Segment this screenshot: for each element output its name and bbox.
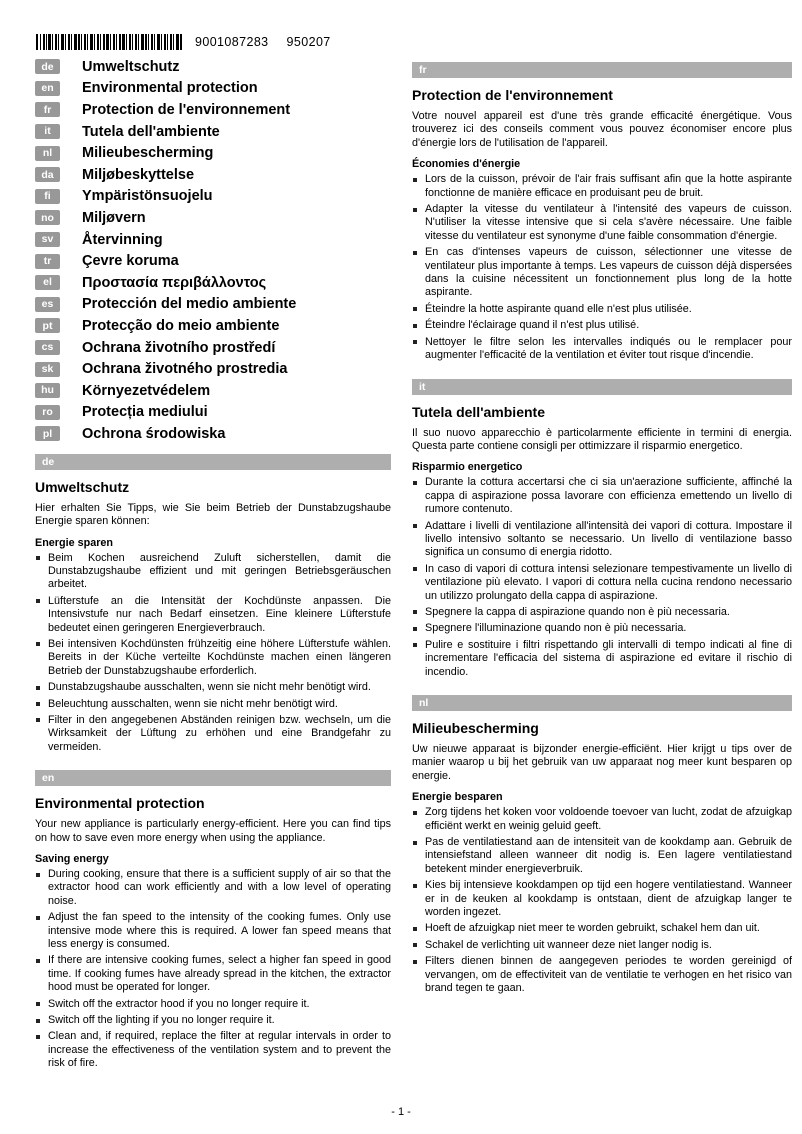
section-banner-fr [412,62,792,78]
bullet-list [35,868,391,1071]
section-title: Umweltschutz [35,478,130,495]
language-code-badge: el [35,275,60,290]
bullet-item: Filter in den angegebenen Abständen reinigen bzw. wechseln, um die Wirksamkeit der Lüftung zu erhöhen und eine Brandgefahr zu vermeiden. [35,714,391,754]
bullet-item: Switch off the extractor hood if you no longer require it. [35,998,391,1011]
section-fr [412,62,792,363]
bullet-item: Switch off the lighting if you no longer require it. [35,1014,391,1027]
bullet-item: During cooking, ensure that there is a sufficient supply of air so that the extractor hood can work efficiently and with a low level of operating noise. [35,868,391,908]
language-title: Çevre koruma [82,253,179,270]
section-subheading: Energie sparen [35,536,114,549]
barcode [35,34,185,50]
bullet-item: Clean and, if required, replace the filter at regular intervals in order to increase the effectiveness of the ventilation system and to prevent the risk of fire. [35,1030,391,1070]
language-row [35,358,391,380]
document-code-header [35,34,331,50]
section-intro: Your new appliance is particularly energy-efficient. Here you can find tips on how to save even more energy when using the appliance. [35,818,391,844]
section-intro: Hier erhalten Sie Tipps, wie Sie beim Betrieb der Dunstabzugshaube Energie sparen können: [35,501,391,528]
language-row [35,186,391,208]
language-code-badge: no [35,210,60,225]
language-row [35,229,391,251]
bullet-list [412,173,792,362]
section-subheading: Saving energy [35,853,109,865]
bullet-item: Spegnere la cappa di aspirazione quando non è più necessaria. [412,606,792,619]
language-row [35,78,391,100]
bullet-item: Filters dienen binnen de aangegeven periodes te worden gereinigd of vervangen, om de effectiviteit van de ventilatie te verhogen en het risico van brand tegen te gaan. [412,955,792,995]
language-row [35,423,391,445]
language-code-badge: nl [35,146,60,161]
language-row [35,99,391,121]
language-row [35,164,391,186]
document-code-text [195,35,331,49]
language-code-badge: en [35,81,60,96]
language-row [35,380,391,402]
bullet-list [35,552,391,755]
language-title: Återvinning [82,231,163,248]
bullet-item: Kies bij intensieve kookdampen op tijd een hogere ventilatiestand. Wanneer er in de keuken al kookdamp is ontstaan, dient de afzuigkap langer te worden ingezet. [412,879,792,919]
section-subheading: Risparmio energetico [412,461,523,474]
language-title: Protecção do meio ambiente [82,317,280,334]
bullet-item: Lors de la cuisson, prévoir de l'air frais suffisant afin que la hotte aspirante fonctionne de manière efficace en produisant peu de bruit. [412,173,792,200]
language-row [35,402,391,424]
language-code-badge: fi [35,189,60,204]
language-code-badge: sk [35,362,60,377]
language-row [35,315,391,337]
bullet-item: Nettoyer le filtre selon les intervalles indiqués ou le remplacer pour augmenter l'efficacité de la ventilation et éviter tout risque d'incendie. [412,336,792,363]
banner-code: de [42,455,55,468]
language-title: Milieubescherming [82,145,214,162]
section-de [35,454,391,755]
section-title: Environmental protection [35,795,205,812]
language-row [35,121,391,143]
banner-code: it [419,380,426,393]
bullet-item: Éteindre l'éclairage quand il n'est plus utilisé. [412,319,792,332]
barcode-number: 9001087283 [195,35,269,49]
language-title: Miljøvern [82,209,146,226]
language-title: Miljøbeskyttelse [82,166,195,183]
bullet-item: In caso di vapori di cottura intensi selezionare tempestivamente un livello di ventilazione più elevato. I vapori di cottura nella cucina rendono necessario un utilizzo prolungato della cappa di aspirazione. [412,563,792,603]
bullet-item: Adapter la vitesse du ventilateur à l'intensité des vapeurs de cuisson. N'utiliser la vitesse intensive que si cela s'avère nécessaire. Une faible vitesse du ventilateur est synonyme d'une faible consommation d'énergie. [412,203,792,243]
language-code-badge: de [35,59,60,74]
language-title: Ochrana životního prostředí [82,339,276,356]
section-intro: Il suo nuovo apparecchio è particolarmente efficiente in termini di energia. Questa parte contiene consigli per ottimizzare il risparmio energetico. [412,426,792,452]
section-nl [412,695,792,996]
language-code-badge: pt [35,318,60,333]
language-code-badge: tr [35,254,60,269]
bullet-item: Lüfterstufe an die Intensität der Kochdünste anpassen. Die Intensivstufe nur nach Bedarf einsetzen. Eine kleinere Lüfterstufe bedeutet einen geringeren Energieverbrauch. [35,595,391,635]
bullet-item: Adjust the fan speed to the intensity of the cooking fumes. Only use intensive mode where this is required. A lower fan speed means that less energy is consumed. [35,911,391,951]
bullet-item: Adattare i livelli di ventilazione all'intensità dei vapori di cottura. Impostare il livello intensivo soltanto se necessario. Un livello di ventilazione basso significa un consumo di energia ridotto. [412,520,792,560]
language-index [35,56,391,445]
bullet-item: Hoeft de afzuigkap niet meer te worden gebruikt, schakel hem dan uit. [412,922,792,935]
section-banner-en [35,770,391,786]
bullet-item: Pulire e sostituire i filtri rispettando gli intervalli di tempo indicati al fine di incrementare l'efficacia del sistema di aspirazione ed evitare il rischio di incendio. [412,639,792,679]
language-row [35,207,391,229]
bullet-item: Durante la cottura accertarsi che ci sia un'aerazione sufficiente, affinché la cappa di aspirazione possa lavorare con efficienza emettendo un livello di rumore contenuto. [412,476,792,516]
banner-code: en [42,772,55,785]
bullet-item: Spegnere l'illuminazione quando non è più necessaria. [412,622,792,635]
banner-code: nl [419,697,429,709]
language-code-badge: hu [35,383,60,398]
language-row [35,56,391,78]
section-banner-it [412,379,792,395]
language-title: Protecția mediului [82,404,208,421]
language-code-badge: es [35,297,60,312]
language-title: Προστασία περιβάλλοντος [82,274,267,291]
section-banner-de [35,454,391,470]
section-title: Milieubescherming [412,720,539,736]
section-it [412,379,792,680]
section-title: Protection de l'environnement [412,87,613,103]
bullet-item: Zorg tijdens het koken voor voldoende toevoer van lucht, zodat de afzuigkap efficiënt werkt en weinig geluid geeft. [412,806,792,833]
language-code-badge: sv [35,232,60,247]
section-intro: Votre nouvel appareil est d'une très grande efficacité énergétique. Vous trouverez ici des conseils comment vous pouvez économiser encore plus d'énergie lors de l'utilisation de l'appareil. [412,110,792,149]
section-subheading: Energie besparen [412,791,503,804]
section-title: Tutela dell'ambiente [412,403,545,420]
bullet-list [412,806,792,995]
section-subheading: Économies d'énergie [412,158,521,171]
language-title: Környezetvédelem [82,382,211,399]
language-title: Protection de l'environnement [82,101,291,118]
section-en [35,770,391,1071]
language-row [35,142,391,164]
language-title: Tutela dell'ambiente [82,123,220,140]
language-title: Protección del medio ambiente [82,296,297,313]
language-code-badge: pl [35,426,60,441]
bullet-item: Schakel de verlichting uit wanneer deze niet langer nodig is. [412,939,792,952]
language-row [35,272,391,294]
bullet-item: Bei intensiven Kochdünsten frühzeitig eine höhere Lüfterstufe wählen. Bereits in der Küche verteilte Kochdünste machen einen längeren Betrieb der Dunstabzugshaube erforderlich. [35,638,391,678]
section-intro: Uw nieuwe apparaat is bijzonder energie-efficiënt. Hier krijgt u tips over de manier waarop u bij het gebruik van uw apparaat nog meer kunt besparen op energie. [412,743,792,782]
right-column [412,56,792,999]
language-code-badge: da [35,167,60,182]
barcode-suffix: 950207 [286,35,331,49]
page-number: - 1 - [391,1106,411,1118]
bullet-item: Dunstabzugshaube ausschalten, wenn sie nicht mehr benötigt wird. [35,681,391,694]
language-row [35,294,391,316]
language-title: Ochrona środowiska [82,425,226,442]
bullet-item: Beim Kochen ausreichend Zuluft sicherstellen, damit die Dunstabzugshaube effizient und mit geringen Betriebsgeräuschen arbeitet. [35,552,391,592]
language-code-badge: fr [35,102,60,117]
bullet-item: Beleuchtung ausschalten, wenn sie nicht mehr benötigt wird. [35,698,391,711]
language-row [35,250,391,272]
banner-code: fr [419,64,427,76]
language-code-badge: ro [35,405,60,420]
bullet-item: En cas d'intenses vapeurs de cuisson, sélectionner une vitesse de ventilateur plus importante à temps. Les vapeurs de cuisson déjà dispersées dans la cuisine nécessitent un fonctionnement plus long de la hotte aspirante. [412,246,792,300]
section-banner-nl [412,695,792,711]
left-column [35,56,391,1074]
language-title: Umweltschutz [82,58,180,75]
language-title: Environmental protection [82,80,258,97]
bullet-item: Éteindre la hotte aspirante quand elle n'est plus utilisée. [412,303,792,316]
language-title: Ympäristönsuojelu [82,188,213,205]
language-code-badge: cs [35,340,60,355]
bullet-item: If there are intensive cooking fumes, select a higher fan speed in good time. If cooking fumes have already spread in the kitchen, the extractor hood must be operated for longer. [35,954,391,994]
language-code-badge: it [35,124,60,139]
bullet-list [412,476,792,679]
language-row [35,337,391,359]
bullet-item: Pas de ventilatiestand aan de intensiteit van de kookdamp aan. Gebruik de intensiefstand alleen wanneer dit nodig is. Een lagere ventilatiestand betekent minder energieverbruik. [412,836,792,876]
language-title: Ochrana životného prostredia [82,361,288,378]
